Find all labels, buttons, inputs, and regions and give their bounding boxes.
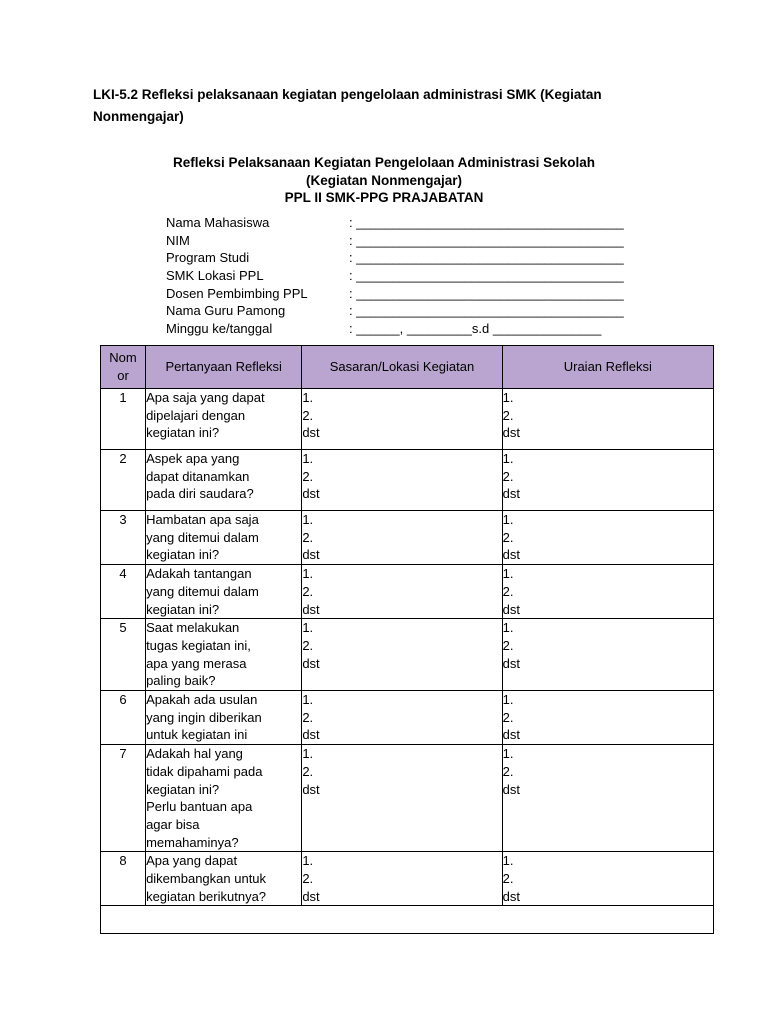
field-blank[interactable]: : ______, _________s.d _______________ <box>349 321 602 337</box>
target-cell[interactable] <box>302 511 502 565</box>
table-row <box>101 691 714 745</box>
description-cell[interactable] <box>502 450 713 511</box>
question-cell-line: Adakah tantangan <box>146 566 252 582</box>
table-row <box>101 745 714 852</box>
header-question: Pertanyaan Refleksi <box>146 346 302 389</box>
description-cell[interactable] <box>502 691 713 745</box>
row-number: 5 <box>101 619 146 691</box>
target-cell-line: 1. <box>302 692 314 708</box>
target-cell-line: 1. <box>302 512 314 527</box>
field-label: Nama Guru Pamong <box>166 303 286 319</box>
target-cell[interactable] <box>302 389 502 450</box>
field-blank[interactable]: : _____________________________________ <box>349 250 624 266</box>
description-cell[interactable] <box>502 852 713 906</box>
field-label: Nama Mahasiswa <box>166 215 270 230</box>
description-cell-line: 1. <box>502 746 514 762</box>
description-cell-line: 1. <box>502 451 514 466</box>
question-cell <box>146 852 302 906</box>
form-title-line-2: (Kegiatan Nonmengajar) <box>305 173 463 188</box>
description-cell-line: 2. <box>502 763 514 779</box>
target-cell-line: 2. <box>302 709 314 725</box>
description-cell-line: dst <box>502 781 520 797</box>
row-number: 3 <box>101 511 146 565</box>
target-cell-line: dst <box>302 486 320 502</box>
question-cell-line: Apakah ada usulan <box>146 692 258 708</box>
description-cell-line: 2. <box>502 407 514 423</box>
target-cell-line: 2. <box>302 871 314 887</box>
row-number: 8 <box>101 852 146 906</box>
description-cell-line: 2. <box>502 583 514 599</box>
target-cell[interactable] <box>302 619 502 691</box>
description-cell-line: 2. <box>502 529 514 545</box>
header-target: Sasaran/Lokasi Kegiatan <box>302 346 502 389</box>
question-cell-line: Hambatan apa saja <box>146 512 259 527</box>
description-cell-line: 2. <box>502 468 514 484</box>
field-label: SMK Lokasi PPL <box>166 268 264 284</box>
field-label: Dosen Pembimbing PPL <box>166 285 308 301</box>
target-cell[interactable] <box>302 852 502 906</box>
question-cell-line: dikembangkan untuk <box>146 871 267 887</box>
target-cell-line: 1. <box>302 620 314 636</box>
target-cell-line: 2. <box>302 763 314 779</box>
question-cell-line: Perlu bantuan apa <box>146 799 253 815</box>
question-cell <box>146 389 302 450</box>
question-cell <box>146 619 302 691</box>
question-cell-line: Aspek apa yang <box>146 451 240 466</box>
target-cell-line: 2. <box>302 529 314 545</box>
question-cell <box>146 691 302 745</box>
question-cell-line: tugas kegiatan ini, <box>146 637 251 653</box>
table-row <box>101 619 714 691</box>
description-cell-line: 2. <box>502 637 514 653</box>
target-cell[interactable] <box>302 450 502 511</box>
field-label: Minggu ke/tanggal <box>166 321 273 337</box>
question-cell-line: paling baik? <box>146 673 216 689</box>
field-label: NIM <box>166 232 190 248</box>
question-cell <box>146 745 302 852</box>
field-blank[interactable]: : _____________________________________ <box>349 268 624 284</box>
question-cell <box>146 450 302 511</box>
header-nomor-line-1: Nom <box>109 350 137 366</box>
question-cell-line: yang ditemui dalam <box>146 529 259 545</box>
description-cell[interactable] <box>502 389 713 450</box>
description-cell-line: 2. <box>502 709 514 725</box>
table-row <box>101 511 714 565</box>
field-blank[interactable]: : _____________________________________ <box>349 303 624 319</box>
target-cell-line: dst <box>302 547 320 563</box>
description-cell-line: 1. <box>502 692 514 708</box>
question-cell-line: dapat ditanamkan <box>146 468 250 484</box>
question-cell <box>146 565 302 619</box>
question-cell-line: kegiatan ini? <box>146 601 220 617</box>
question-cell-line: Apa saja yang dapat <box>146 390 265 405</box>
description-cell-line: dst <box>502 547 520 563</box>
target-cell-line: dst <box>302 425 320 441</box>
question-cell-line: agar bisa <box>146 816 200 832</box>
question-cell-line: Saat melakukan <box>146 620 240 636</box>
question-cell <box>146 511 302 565</box>
form-title-line-1: Refleksi Pelaksanaan Kegiatan Pengelolaan Administrasi Sekolah <box>173 155 595 170</box>
row-number: 2 <box>101 450 146 511</box>
target-cell-line: 2. <box>302 407 314 423</box>
field-blank[interactable]: : _____________________________________ <box>349 232 624 248</box>
target-cell[interactable] <box>302 691 502 745</box>
target-cell-line: dst <box>302 727 320 743</box>
target-cell-line: 1. <box>302 746 314 762</box>
row-number: 4 <box>101 565 146 619</box>
row-number: 1 <box>101 389 146 450</box>
field-blank[interactable]: : _____________________________________ <box>349 215 624 230</box>
question-cell-line: yang ingin diberikan <box>146 709 262 725</box>
row-number: 7 <box>101 745 146 852</box>
target-cell-line: dst <box>302 655 320 671</box>
table-row <box>101 389 714 450</box>
description-cell-line: 1. <box>502 512 514 527</box>
description-cell-line: dst <box>502 425 520 441</box>
target-cell-line: 2. <box>302 637 314 653</box>
description-cell-line: dst <box>502 601 520 617</box>
question-cell-line: untuk kegiatan ini <box>146 727 248 743</box>
field-label: Program Studi <box>166 250 250 266</box>
question-cell-line: kegiatan berikutnya? <box>146 888 267 904</box>
question-cell-line: pada diri saudara? <box>146 486 254 502</box>
description-cell-line: dst <box>502 727 520 743</box>
target-cell-line: 2. <box>302 583 314 599</box>
question-cell-line: kegiatan ini? <box>146 425 220 441</box>
heading-line-1: LKI-5.2 Refleksi pelaksanaan kegiatan pengelolaan administrasi SMK (Kegiatan <box>93 87 602 102</box>
target-cell-line: 1. <box>302 853 314 869</box>
question-cell-line: dipelajari dengan <box>146 407 246 423</box>
question-cell-line: Apa yang dapat <box>146 853 238 869</box>
description-cell[interactable] <box>502 619 713 691</box>
target-cell-line: 1. <box>302 451 314 466</box>
header-nomor-line-2: or <box>117 368 129 383</box>
description-cell-line: 1. <box>502 390 514 405</box>
question-cell-line: kegiatan ini? <box>146 547 220 563</box>
target-cell-line: 2. <box>302 468 314 484</box>
target-cell-line: 1. <box>302 566 314 582</box>
description-cell-line: dst <box>502 655 520 671</box>
target-cell[interactable] <box>302 745 502 852</box>
description-cell-line: 1. <box>502 620 514 636</box>
question-cell-line: tidak dipahami pada <box>146 763 263 779</box>
description-cell[interactable] <box>502 565 713 619</box>
header-nomor <box>101 346 146 389</box>
empty-cell[interactable] <box>101 906 714 934</box>
description-cell-line: dst <box>502 888 520 904</box>
description-cell[interactable] <box>502 745 713 852</box>
description-cell-line: 1. <box>502 853 514 869</box>
question-cell-line: yang ditemui dalam <box>146 583 259 599</box>
description-cell-line: 2. <box>502 871 514 887</box>
question-cell-line: memahaminya? <box>146 834 239 850</box>
heading-line-2: Nonmengajar) <box>93 109 184 124</box>
question-cell-line: apa yang merasa <box>146 655 247 671</box>
table-empty-row <box>101 906 714 934</box>
description-cell-line: 1. <box>502 566 514 582</box>
document-heading <box>93 84 683 128</box>
table-row <box>101 565 714 619</box>
target-cell-line: dst <box>302 601 320 617</box>
form-title-line-3: PPL II SMK-PPG PRAJABATAN <box>284 190 484 205</box>
table-row <box>101 852 714 906</box>
question-cell-line: Adakah hal yang <box>146 746 243 762</box>
target-cell-line: dst <box>302 781 320 797</box>
header-description: Uraian Refleksi <box>502 346 713 389</box>
description-cell-line: dst <box>502 486 520 502</box>
target-cell-line: 1. <box>302 390 314 405</box>
description-cell[interactable] <box>502 511 713 565</box>
row-number: 6 <box>101 691 146 745</box>
table-header-row <box>101 346 714 389</box>
question-cell-line: kegiatan ini? <box>146 781 220 797</box>
target-cell-line: dst <box>302 888 320 904</box>
field-blank[interactable]: : _____________________________________ <box>349 285 624 301</box>
target-cell[interactable] <box>302 565 502 619</box>
reflection-table <box>100 345 714 934</box>
table-row <box>101 450 714 511</box>
